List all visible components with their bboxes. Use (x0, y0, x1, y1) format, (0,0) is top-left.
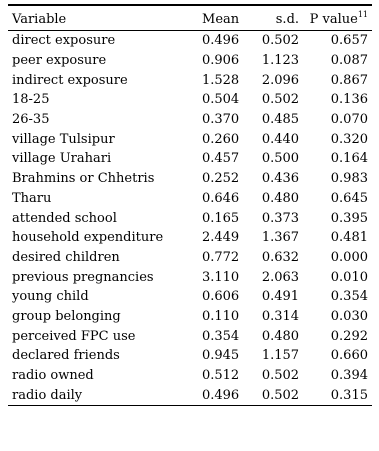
table-row (8, 189, 372, 209)
cell-p-value: 0.867 (330, 72, 368, 88)
table-row (8, 70, 372, 90)
cell-p-value: 0.983 (330, 171, 368, 187)
cell-mean: 0.110 (201, 308, 240, 324)
cell-mean: 0.496 (201, 33, 240, 49)
cell-variable: attended school (12, 210, 117, 226)
cell-variable: 18-25 (12, 92, 50, 108)
cell-mean: 0.457 (201, 151, 240, 167)
cell-p-value: 0.645 (330, 190, 368, 206)
cell-sd: 0.500 (261, 151, 300, 167)
cell-variable: desired children (12, 249, 120, 265)
cell-variable: household expenditure (12, 230, 164, 246)
cell-mean: 2.449 (201, 230, 240, 246)
cell-mean: 0.945 (201, 348, 240, 364)
table-row (8, 366, 372, 386)
cell-variable: previous pregnancies (12, 269, 154, 285)
cell-mean: 0.606 (201, 289, 240, 305)
header-p-value (303, 6, 372, 31)
cell-variable: radio daily (8, 385, 182, 405)
cell-variable: village Urahari (12, 151, 112, 167)
cell-variable: 26-35 (12, 112, 50, 128)
cell-p-value: 0.315 (303, 385, 372, 405)
cell-sd: 0.440 (261, 131, 300, 147)
table-row (8, 228, 372, 248)
cell-p-value: 0.394 (330, 368, 368, 384)
cell-p-value: 0.657 (330, 33, 368, 49)
table-header (8, 5, 372, 31)
cell-p-value: 0.660 (330, 348, 368, 364)
table-row (8, 31, 372, 51)
cell-mean: 0.354 (201, 328, 240, 344)
cell-variable: peer exposure (12, 53, 107, 69)
header-sd: s.d. (275, 12, 300, 27)
cell-p-value: 0.481 (330, 230, 368, 246)
cell-sd: 0.314 (261, 308, 300, 324)
cell-p-value: 0.030 (330, 308, 368, 324)
cell-sd: 1.157 (261, 348, 300, 364)
cell-sd: 0.632 (261, 249, 300, 265)
cell-sd: 2.096 (261, 72, 300, 88)
header-p-value-footnote: 11 (357, 10, 368, 19)
header-p-value-label: P value (309, 12, 358, 27)
cell-mean: 0.370 (201, 112, 240, 128)
cell-mean: 0.512 (201, 368, 240, 384)
cell-variable: radio owned (12, 368, 94, 384)
cell-sd: 0.373 (261, 210, 300, 226)
cell-mean: 0.504 (201, 92, 240, 108)
cell-variable: direct exposure (12, 33, 116, 49)
cell-p-value: 0.010 (330, 269, 368, 285)
header-mean: Mean (202, 12, 240, 27)
table-row (8, 208, 372, 228)
table-row (8, 149, 372, 169)
cell-variable: indirect exposure (12, 72, 128, 88)
cell-sd: 0.480 (261, 328, 300, 344)
cell-p-value: 0.395 (330, 210, 368, 226)
table-row (8, 287, 372, 307)
cell-sd: 0.485 (261, 112, 300, 128)
statistics-table (8, 4, 372, 406)
table-row (8, 267, 372, 287)
cell-p-value: 0.000 (330, 249, 368, 265)
cell-mean: 3.110 (201, 269, 240, 285)
table-row (8, 110, 372, 130)
table-row (8, 326, 372, 346)
cell-p-value: 0.292 (330, 328, 368, 344)
cell-p-value: 0.354 (330, 289, 368, 305)
cell-sd: 0.502 (261, 92, 300, 108)
cell-mean: 0.496 (182, 385, 243, 405)
table-row (8, 169, 372, 189)
cell-mean: 0.165 (201, 210, 240, 226)
cell-variable: declared friends (12, 348, 120, 364)
cell-variable: Tharu (12, 190, 52, 206)
cell-sd: 0.502 (261, 33, 300, 49)
cell-sd: 0.502 (243, 385, 303, 405)
header-variable: Variable (12, 12, 67, 27)
cell-mean: 1.528 (201, 72, 240, 88)
cell-sd: 2.063 (261, 269, 300, 285)
table-row (8, 248, 372, 268)
table-row (8, 129, 372, 149)
cell-mean: 0.646 (201, 190, 240, 206)
cell-variable: Brahmins or Chhetris (12, 171, 155, 187)
table-row (8, 346, 372, 366)
cell-p-value: 0.136 (330, 92, 368, 108)
table-row (8, 385, 372, 405)
cell-p-value: 0.320 (330, 131, 368, 147)
cell-variable: village Tulsipur (12, 131, 115, 147)
cell-sd: 0.491 (261, 289, 300, 305)
cell-mean: 0.772 (201, 249, 240, 265)
table-row (8, 51, 372, 71)
table-body (8, 31, 372, 406)
cell-p-value: 0.070 (330, 112, 368, 128)
cell-sd: 0.502 (261, 368, 300, 384)
cell-variable: young child (12, 289, 89, 305)
cell-mean: 0.260 (201, 131, 240, 147)
cell-sd: 0.436 (261, 171, 300, 187)
cell-variable: group belonging (12, 308, 121, 324)
header-row (8, 6, 372, 31)
cell-mean: 0.252 (201, 171, 240, 187)
cell-sd: 0.480 (261, 190, 300, 206)
cell-variable: perceived FPC use (12, 328, 136, 344)
statistics-table-container (8, 4, 372, 406)
cell-sd: 1.367 (261, 230, 300, 246)
cell-sd: 1.123 (261, 53, 300, 69)
table-row (8, 307, 372, 327)
cell-p-value: 0.087 (330, 53, 368, 69)
cell-p-value: 0.164 (330, 151, 368, 167)
table-row (8, 90, 372, 110)
cell-mean: 0.906 (201, 53, 240, 69)
